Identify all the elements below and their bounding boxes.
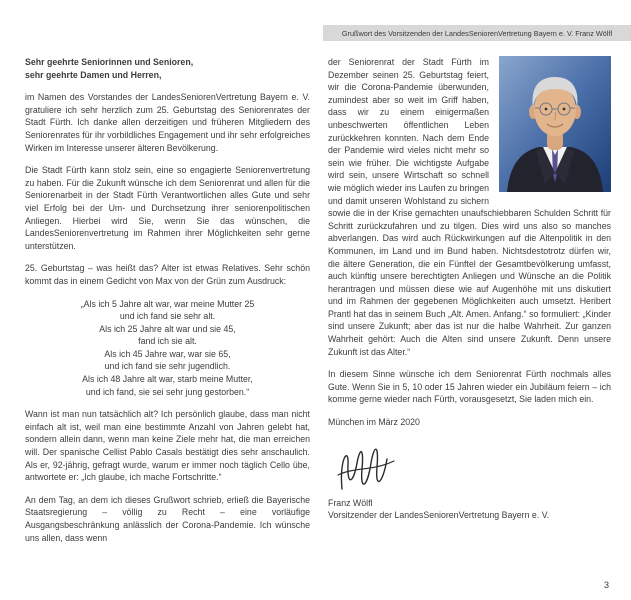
- signoff-title: Vorsitzender der LandesSeniorenVertretung Bayern e. V.: [328, 510, 550, 521]
- page-number: 3: [603, 580, 609, 590]
- poem-line: und ich fand sie sehr jugendlich.: [104, 361, 231, 372]
- left-column: [25, 56, 310, 554]
- poem-line: und ich fand sie sehr alt.: [119, 311, 216, 322]
- paragraph-age-reflection: Wann ist man nun tatsächlich alt? Ich persönlich glaube, dass man nicht einfach alt ist, weil man eine bestimmte Anzahl von Jahren gelebt hat, sondern allein dann, wenn man keine Ziele mehr hat, die man erreichen will. Der spanische Cellist Pablo Casals bestätigt dies sehr anschaulich. Als er, 92-jährig, gefragt wurde, warum er immer noch täglich Cello übe, antwortete er: „Ich glaube, ich mache Fortschritte.“: [25, 409, 310, 483]
- portrait-photo: [499, 56, 611, 192]
- paragraph-closing: In diesem Sinne wünsche ich dem Seniorenrat Fürth nochmals alles Gute. Wenn Sie in 5, 10 oder 15 Jahren wieder ein Jubiläum feiern – ich komme gerne wieder nach Fürth, vorausgesetzt, Sie laden mich ein.: [328, 369, 611, 405]
- poem-line: Als ich 48 Jahre alt war, starb meine Mutter,: [82, 374, 253, 385]
- header-title: Grußwort des Vorsitzenden der LandesSeniorenVertretung Bayern e. V. Franz Wölfl: [341, 28, 613, 38]
- poem-line: fand ich sie alt.: [138, 336, 197, 347]
- paragraph-corona-right: der Seniorenrat der Stadt Fürth im Dezember seinen 25. Geburtstag feiert, wir die Corona-Pandemie überwunden, zumindest aber so weit im Griff haben, dass wir zu einem einigermaßen unbeschwerten öffentlichen Leben zurückkehren konnten. Nach dem Ende der Pandemie wird vieles nicht mehr so sein wie früher. Die wichtigste Aufgabe wird sein, unsere Wirtschaft so schnell wie möglich wieder ins Laufen zu bringen und damit unseren Wohlstand zu sichern sowie die in der Krise gemachten unaufschiebbaren Schulden Schritt für Schritt zurückzufahren und zu tilgen. Dies wird uns also so manches abverlangen. Das wird auch Rückwirkungen auf die Altenpolitik in den Kommunen, im Land und im Bund haben. Nichtsdestotrotz dürfen wir, die ältere Generation, die ein Fünftel der Gesamtbevölkerung umfasst, auch künftig unsere berechtigten Anliegen und Wünsche an die Politik herantragen und müssen diese wie auf Augenhöhe mit uns diskutiert und im Rahmen der gegebenen Möglichkeiten auch umsetzt. Heribert Prantl hat das in seinem Buch „Alt. Amen. Anfang.“ so formuliert: „Kinder sind unsere Zukunft; aber das ist nur die halbe Wahrheit. Zur ganzen Wahrheit gehört: Auch die Alten sind unsere Zukunft. Denn unsere Zukunft ist das Alter.“: [328, 57, 611, 357]
- signoff-name: Franz Wölfl: [328, 497, 373, 508]
- paragraph-corona-left: An dem Tag, an dem ich dieses Grußwort schrieb, erließ die Bayerische Staatsregierung – völlig zu Recht – eine vorläufige Ausgangsbeschränkung anlässlich der Corona-Pandemie. Ich wünsche uns allen, dass wenn: [25, 494, 310, 543]
- paragraph-fuerth: Die Stadt Fürth kann stolz sein, eine so engagierte Seniorenvertretung zu haben. Für die Zukunft wünsche ich dem Seniorenrat und allen für die Seniorenarbeit in der Stadt Fürth Verantwortlichen alles Gute und sehr viel Erfolg bei der Um- und Durchsetzung ihrer seniorenpolitischen Anliegen. Hierbei wird Sie, wenn Sie das wünschen, die LandesSeniorenvertretung im Rahmen ihrer Möglichkeiten sehr gerne unterstützen.: [25, 165, 310, 251]
- poem-line: Als ich 25 Jahre alt war und sie 45,: [99, 323, 236, 334]
- page-header: [323, 25, 631, 41]
- poem-line: Als ich 45 Jahre war, war sie 65,: [104, 348, 231, 359]
- poem-line: „Als ich 5 Jahre alt war, war meine Mutter 25: [80, 298, 255, 309]
- content-columns: [25, 56, 611, 554]
- poem: [25, 298, 310, 399]
- poem-line: und ich fand, sie sei sehr jung gestorben.“: [85, 386, 250, 397]
- salutation: [25, 56, 310, 81]
- dateline: München im März 2020: [328, 417, 420, 428]
- paragraph-intro: im Namen des Vorstandes der LandesSeniorenVertretung Bayern e. V. gratuliere ich sehr herzlich zum 25. Geburtstag des Seniorenrates der Stadt Fürth. Ich danke allen derzeitigen und früheren Mitgliedern des Seniorenrates für ihr vorbildliches Engagement und ihr sehr erfolgreiches Wirken im Interesse unserer älteren Bevölkerung.: [25, 92, 310, 153]
- salutation-line-2: sehr geehrte Damen und Herren,: [25, 69, 162, 80]
- paragraph-birthday: 25. Geburtstag – was heißt das? Alter ist etwas Relatives. Sehr schön kommt das in einem Gedicht von Max von der Grün zum Ausdruck:: [25, 263, 310, 286]
- signature: [334, 439, 414, 495]
- right-column: [328, 56, 611, 554]
- salutation-line-1: Sehr geehrte Seniorinnen und Senioren,: [25, 57, 194, 67]
